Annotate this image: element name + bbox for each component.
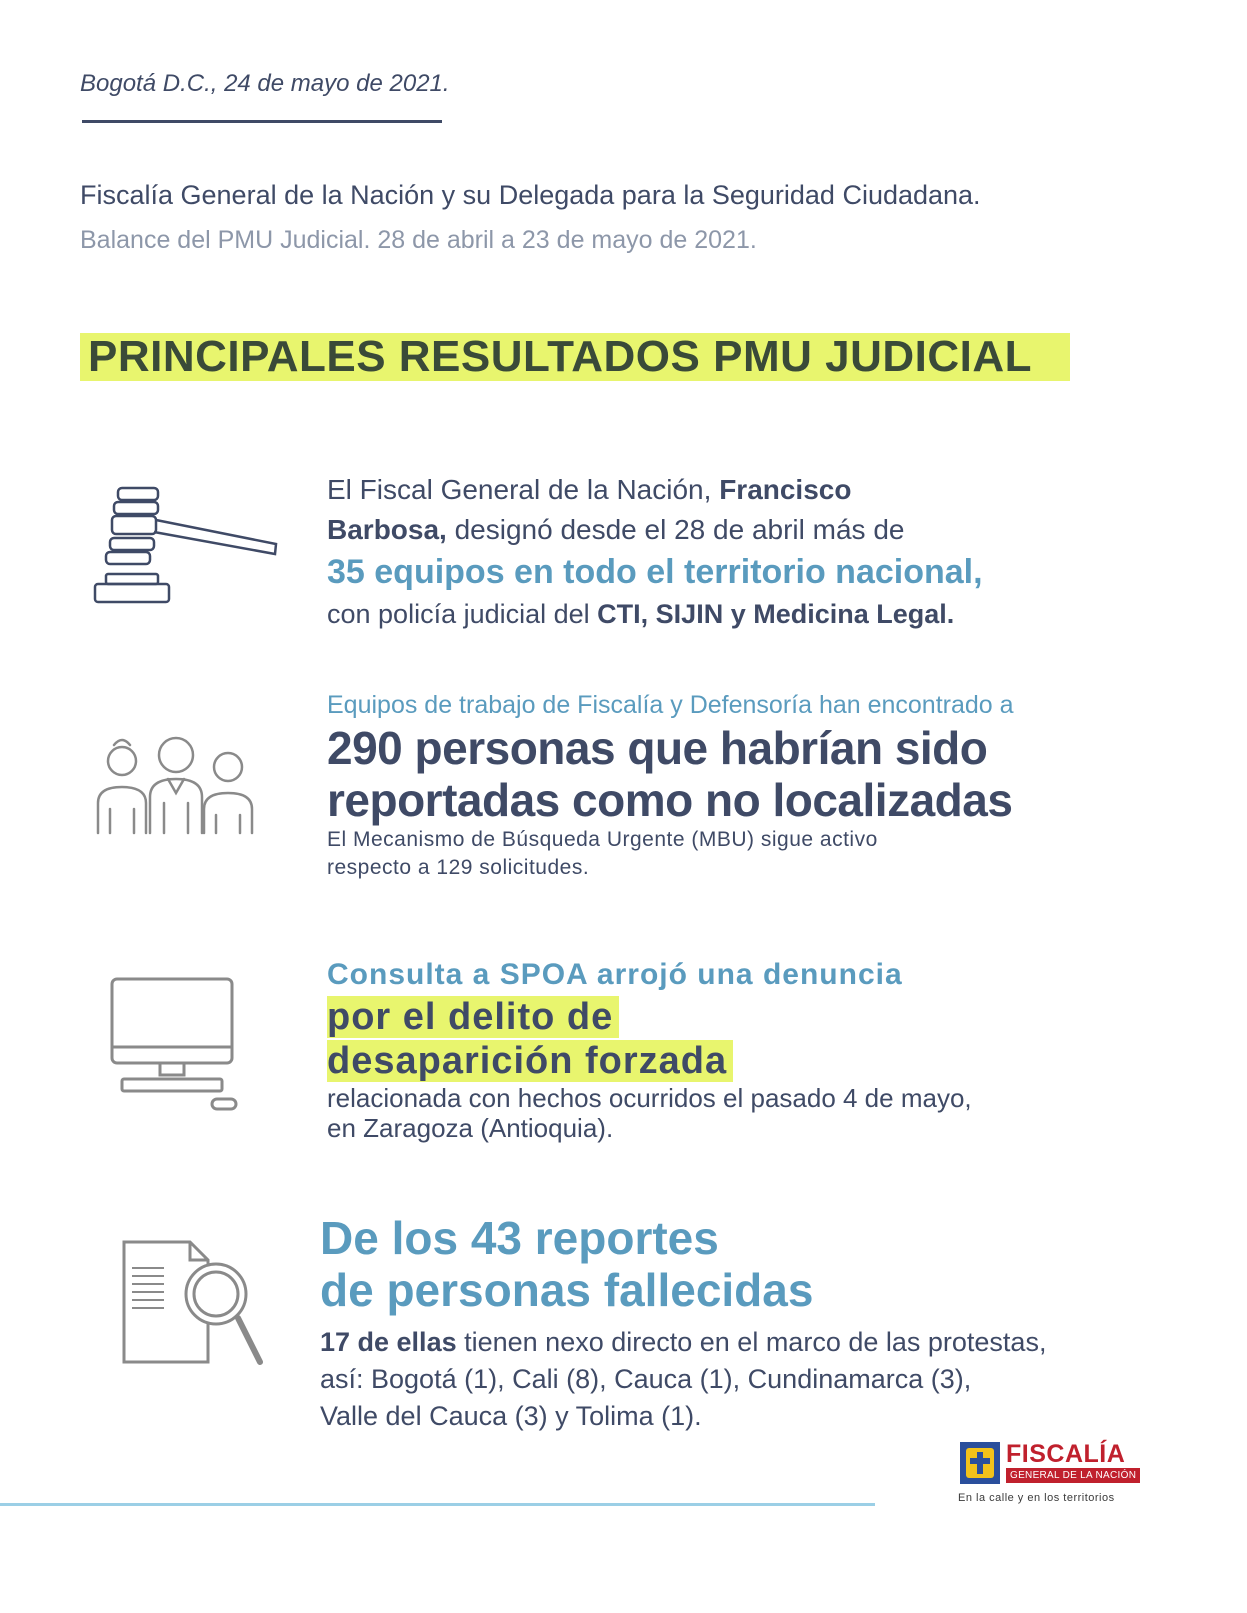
missing-small-2: respecto a 129 solicitudes. bbox=[327, 856, 590, 879]
deaths-text bbox=[320, 1324, 1180, 1435]
fiscal-last-name: Barbosa, bbox=[327, 514, 447, 545]
fiscal-first-name: Francisco bbox=[719, 474, 852, 505]
teams-line-2 bbox=[327, 510, 1147, 550]
deaths-big-1: De los 43 reportes bbox=[320, 1212, 719, 1264]
gavel-icon bbox=[90, 486, 285, 606]
section-missing-persons bbox=[327, 688, 1187, 882]
date-divider bbox=[82, 120, 442, 123]
document-date: Bogotá D.C., 24 de mayo de 2021. bbox=[80, 70, 450, 97]
document-title: Fiscalía General de la Nación y su Delegada para la Seguridad Ciudadana. bbox=[80, 180, 981, 210]
deaths-count: 17 de ellas bbox=[320, 1327, 457, 1357]
people-icon bbox=[94, 733, 259, 838]
missing-small-1: El Mecanismo de Búsqueda Urgente (MBU) sigue activo bbox=[327, 828, 878, 851]
spoa-highlight-1 bbox=[327, 995, 1167, 1039]
logo-subtitle: GENERAL DE LA NACIÓN bbox=[1006, 1468, 1140, 1483]
coat-of-arms-icon bbox=[960, 1442, 1000, 1484]
document-subtitle: Balance del PMU Judicial. 28 de abril a 23 de mayo de 2021. bbox=[80, 226, 757, 254]
missing-big-1: 290 personas que habrían sido bbox=[327, 722, 988, 774]
section-deaths bbox=[320, 1212, 1180, 1435]
fiscalia-logo bbox=[958, 1440, 1148, 1510]
logo-name: FISCALÍA bbox=[1006, 1440, 1126, 1468]
spoa-highlight-2 bbox=[327, 1039, 1167, 1083]
document-search-icon bbox=[120, 1238, 270, 1368]
spoa-lead: Consulta a SPOA arrojó una denuncia bbox=[327, 958, 903, 991]
teams-text-a: El Fiscal General de la Nación, bbox=[327, 474, 720, 505]
bottom-divider bbox=[0, 1503, 875, 1506]
spoa-small-1: relacionada con hechos ocurridos el pasado 4 de mayo, bbox=[327, 1083, 972, 1113]
teams-text-b: designó desde el 28 de abril más de bbox=[446, 514, 905, 545]
deaths-big-2: de personas fallecidas bbox=[320, 1264, 814, 1316]
teams-agencies: CTI, SIJIN y Medicina Legal. bbox=[597, 599, 955, 629]
teams-line-1 bbox=[327, 470, 1147, 510]
spoa-highlight-text-2: desaparición forzada bbox=[327, 1040, 733, 1082]
banner-title: PRINCIPALES RESULTADOS PMU JUDICIAL bbox=[88, 332, 1032, 381]
missing-big-2: reportadas como no localizadas bbox=[327, 774, 1013, 826]
spoa-small-2: en Zaragoza (Antioquia). bbox=[327, 1113, 614, 1143]
section-teams bbox=[327, 470, 1147, 634]
teams-line-4 bbox=[327, 594, 1147, 634]
spoa-highlight-text-1: por el delito de bbox=[327, 996, 619, 1038]
section-spoa bbox=[327, 955, 1167, 1143]
deaths-line-1 bbox=[320, 1324, 1180, 1361]
logo-tagline: En la calle y en los territorios bbox=[958, 1492, 1115, 1504]
missing-lead: Equipos de trabajo de Fiscalía y Defensoría han encontrado a bbox=[327, 691, 1014, 719]
monitor-icon bbox=[108, 975, 243, 1115]
teams-highlight: 35 equipos en todo el territorio nacional, bbox=[327, 553, 983, 591]
deaths-line-3: Valle del Cauca (3) y Tolima (1). bbox=[320, 1401, 702, 1431]
deaths-line-2: así: Bogotá (1), Cali (8), Cauca (1), Cundinamarca (3), bbox=[320, 1364, 972, 1394]
teams-text-c: con policía judicial del bbox=[327, 599, 598, 629]
deaths-text-a: tienen nexo directo en el marco de las protestas, bbox=[456, 1327, 1047, 1357]
